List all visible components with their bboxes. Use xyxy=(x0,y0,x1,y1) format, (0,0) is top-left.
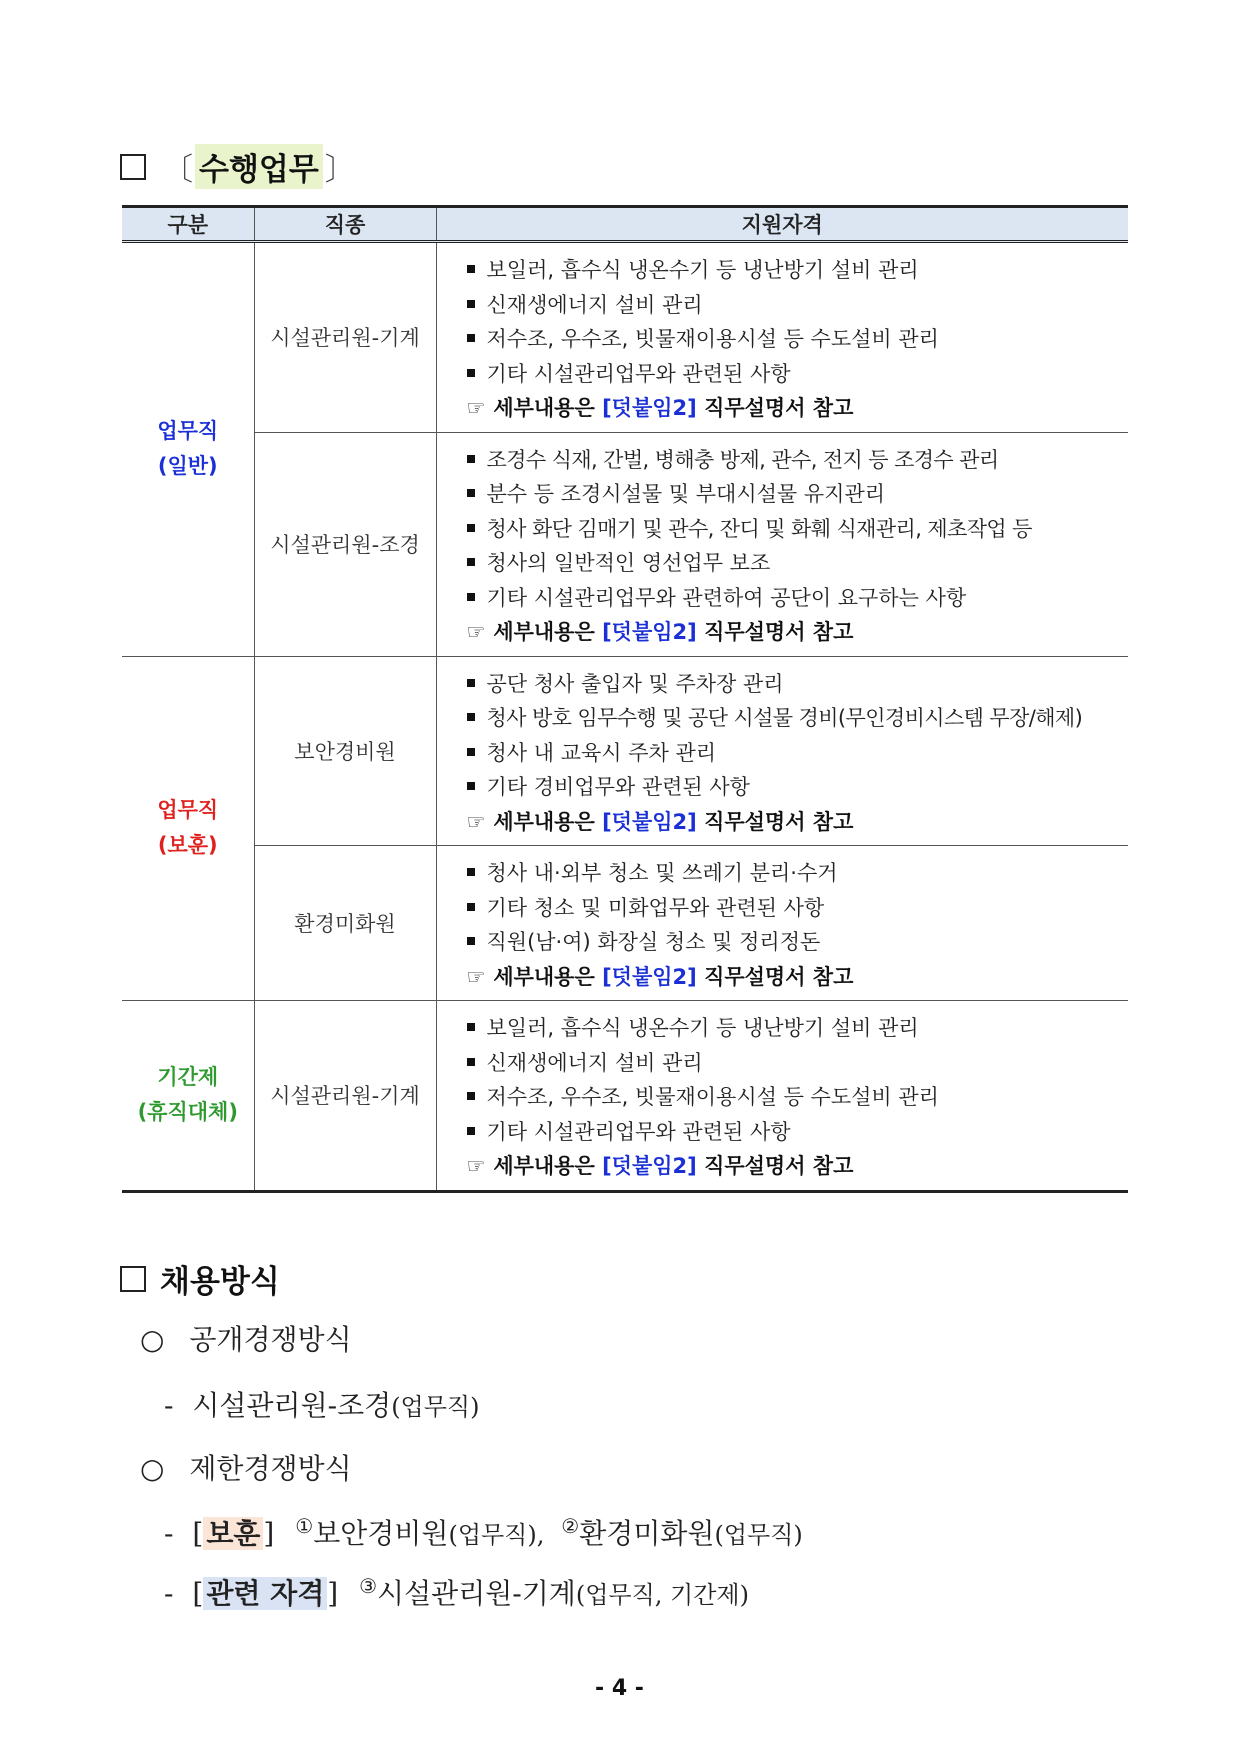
note-suffix: 직무설명서 참고 xyxy=(704,396,854,420)
table-row xyxy=(122,242,1128,433)
category-cell xyxy=(122,656,254,1001)
facility-mechanical-suffix: (업무직, 기간제) xyxy=(575,1581,749,1609)
header-job: 직종 xyxy=(254,207,436,242)
qualification-item xyxy=(467,512,1129,547)
header-qualification: 지원자격 xyxy=(436,207,1128,242)
note-suffix: 직무설명서 참고 xyxy=(704,809,854,834)
square-bullet-icon xyxy=(467,713,475,721)
restricted-competition-label: 제한경쟁방식 xyxy=(189,1452,352,1485)
table-row xyxy=(122,432,1128,656)
open-competition-label: 공개경쟁방식 xyxy=(189,1323,352,1356)
reference-note xyxy=(467,615,1129,650)
reference-note xyxy=(467,960,1129,995)
square-bullet-icon xyxy=(467,1023,475,1031)
qualification-text: 신재생에너지 설비 관리 xyxy=(486,1050,703,1075)
checkbox-square-icon xyxy=(120,1266,146,1292)
qualification-item xyxy=(467,322,1129,357)
reference-note xyxy=(467,1149,1129,1184)
qualification-item xyxy=(467,1115,1129,1150)
qualification-item xyxy=(467,701,1129,736)
qualification-item xyxy=(467,891,1129,926)
qualification-item xyxy=(467,736,1129,771)
square-bullet-icon xyxy=(467,1058,475,1066)
qualification-cell xyxy=(436,1001,1128,1192)
category-label: 기간제 xyxy=(157,1065,219,1090)
note-attachment: [덧붙임2] xyxy=(602,809,697,834)
qualification-cell xyxy=(436,656,1128,846)
open-item-suffix: (업무직) xyxy=(391,1393,480,1421)
pointing-hand-icon: ☞ xyxy=(466,964,486,989)
qualification-text: 직원(남·여) 화장실 청소 및 정리정돈 xyxy=(486,930,821,954)
job-title: 시설관리원-기계 xyxy=(254,242,436,433)
note-attachment: [덧붙임2] xyxy=(602,396,697,420)
square-bullet-icon xyxy=(467,748,475,756)
qualification-item xyxy=(467,357,1129,392)
qualification-text: 보일러, 흡수식 냉온수기 등 냉난방기 설비 관리 xyxy=(486,258,919,282)
qualification-text: 분수 등 조경시설물 및 부대시설물 유지관리 xyxy=(486,482,886,506)
qualification-item xyxy=(467,667,1129,702)
qualification-item xyxy=(467,253,1129,288)
section-title-duties xyxy=(120,144,358,189)
header-category: 구분 xyxy=(122,207,254,242)
hiring-title: 채용방식 xyxy=(160,1264,280,1300)
note-suffix: 직무설명서 참고 xyxy=(704,964,854,989)
square-bullet-icon xyxy=(467,868,475,876)
qualification-text: 청사 내 교육시 주차 관리 xyxy=(486,740,717,765)
duties-title: 수행업무 xyxy=(195,144,323,189)
square-bullet-icon xyxy=(467,679,475,687)
qualification-text: 기타 시설관리업무와 관련된 사항 xyxy=(486,1119,791,1144)
circled-3: ③ xyxy=(359,1574,378,1598)
qualification-text: 신재생에너지 설비 관리 xyxy=(486,292,703,317)
dash: - xyxy=(164,1389,174,1422)
qualification-item xyxy=(467,1046,1129,1081)
square-bullet-icon xyxy=(467,300,475,308)
category-label: (휴직대체) xyxy=(137,1100,238,1125)
qualification-text: 보일러, 흡수식 냉온수기 등 냉난방기 설비 관리 xyxy=(486,1016,919,1040)
qualification-text: 기타 시설관리업무와 관련된 사항 xyxy=(486,361,791,386)
checkbox-square-icon xyxy=(120,154,146,180)
square-bullet-icon xyxy=(467,334,475,342)
bracket-close: 〕 xyxy=(324,152,356,188)
square-bullet-icon xyxy=(467,937,475,945)
dash: - xyxy=(164,1577,174,1610)
note-prefix: 세부내용은 xyxy=(493,1154,595,1178)
note-suffix: 직무설명서 참고 xyxy=(704,620,854,644)
qualification-text: 청사의 일반적인 영선업무 보조 xyxy=(486,551,771,575)
table-row xyxy=(122,846,1128,1001)
reference-note xyxy=(467,805,1129,840)
qualification-item xyxy=(467,443,1129,478)
category-cell xyxy=(122,242,254,657)
table-row xyxy=(122,656,1128,846)
note-attachment: [덧붙임2] xyxy=(602,964,697,989)
page-number: - 4 - xyxy=(595,1676,644,1701)
qualification-cell xyxy=(436,242,1128,433)
circled-1: ① xyxy=(295,1514,314,1538)
qualification-text: 조경수 식재, 간벌, 병해충 방제, 관수, 전지 등 조경수 관리 xyxy=(486,447,999,472)
square-bullet-icon xyxy=(467,593,475,601)
square-bullet-icon xyxy=(467,524,475,532)
qualification-cell xyxy=(436,432,1128,656)
boohun-tag: 보훈 xyxy=(203,1517,263,1550)
qualification-item xyxy=(467,288,1129,323)
note-attachment: [덧붙임2] xyxy=(602,620,697,644)
square-bullet-icon xyxy=(467,782,475,790)
category-label: 업무직 xyxy=(157,419,219,444)
square-bullet-icon xyxy=(467,265,475,273)
qualification-text: 청사 화단 김매기 및 관수, 잔디 및 화훼 식재관리, 제초작업 등 xyxy=(486,516,1032,541)
job-title: 보안경비원 xyxy=(254,656,436,846)
open-item-line xyxy=(164,1384,479,1424)
section-title-hiring xyxy=(120,1256,280,1301)
pointing-hand-icon: ☞ xyxy=(466,1154,486,1178)
restricted-competition-line xyxy=(140,1447,352,1487)
qualification-item xyxy=(467,1080,1129,1115)
table-row xyxy=(122,1001,1128,1192)
janitor: 환경미화원 xyxy=(579,1517,715,1550)
square-bullet-icon xyxy=(467,903,475,911)
qualification-text: 기타 시설관리업무와 관련하여 공단이 요구하는 사항 xyxy=(486,585,967,610)
janitor-suffix: (업무직) xyxy=(714,1521,803,1549)
facility-mechanical: 시설관리원-기계 xyxy=(377,1577,576,1610)
security-guard: 보안경비원 xyxy=(313,1517,449,1550)
qualification-text: 기타 경비업무와 관련된 사항 xyxy=(486,775,750,799)
dash: - xyxy=(164,1517,174,1550)
square-bullet-icon xyxy=(467,558,475,566)
security-guard-suffix: (업무직), xyxy=(448,1521,545,1549)
square-bullet-icon xyxy=(467,489,475,497)
circle-bullet-icon: ○ xyxy=(140,1323,165,1356)
boohun-line: - [ 보훈 ] ①보안경비원(업무직), ②환경미화원(업무직) xyxy=(164,1514,803,1550)
bracket-open: 〔 xyxy=(162,152,193,188)
category-label: (일반) xyxy=(157,454,218,479)
job-title: 시설관리원-조경 xyxy=(254,432,436,656)
qualification-text: 저수조, 우수조, 빗물재이용시설 등 수도설비 관리 xyxy=(486,1085,939,1109)
note-prefix: 세부내용은 xyxy=(493,809,595,834)
square-bullet-icon xyxy=(467,369,475,377)
square-bullet-icon xyxy=(467,455,475,463)
table-header-row xyxy=(122,207,1128,242)
qualification-cell xyxy=(436,846,1128,1001)
qualification-text: 기타 청소 및 미화업무와 관련된 사항 xyxy=(486,895,825,920)
note-prefix: 세부내용은 xyxy=(493,964,595,989)
note-attachment: [덧붙임2] xyxy=(602,1154,697,1178)
category-label: 업무직 xyxy=(157,798,219,823)
qualification-item xyxy=(467,546,1129,581)
duties-table xyxy=(122,205,1128,1193)
pointing-hand-icon: ☞ xyxy=(466,809,486,834)
qualification-item xyxy=(467,1011,1129,1046)
note-prefix: 세부내용은 xyxy=(493,620,595,644)
qualification-text: 공단 청사 출입자 및 주차장 관리 xyxy=(486,671,784,696)
qualification-item xyxy=(467,581,1129,616)
category-label: (보훈) xyxy=(157,833,218,858)
circle-bullet-icon: ○ xyxy=(140,1452,165,1485)
open-item: 시설관리원-조경 xyxy=(192,1389,392,1422)
open-competition-line xyxy=(140,1318,352,1358)
note-prefix: 세부내용은 xyxy=(493,396,595,420)
note-suffix: 직무설명서 참고 xyxy=(704,1154,854,1178)
category-cell xyxy=(122,1001,254,1192)
qualification-item xyxy=(467,770,1129,805)
qualification-text: 청사 내·외부 청소 및 쓰레기 분리·수거 xyxy=(486,861,838,885)
pointing-hand-icon: ☞ xyxy=(466,620,486,644)
circled-2: ② xyxy=(561,1514,580,1538)
qualification-tag: 관련 자격 xyxy=(203,1577,327,1610)
job-title: 환경미화원 xyxy=(254,846,436,1001)
qualification-item xyxy=(467,925,1129,960)
qualification-text: 청사 방호 임무수행 및 공단 시설물 경비(무인경비시스템 무장/해제) xyxy=(486,706,1083,730)
pointing-hand-icon: ☞ xyxy=(466,396,486,420)
reference-note xyxy=(467,391,1129,426)
qualification-line: - [ 관련 자격 ] ③시설관리원-기계(업무직, 기간제) xyxy=(164,1574,749,1610)
qualification-item xyxy=(467,856,1129,891)
square-bullet-icon xyxy=(467,1092,475,1100)
qualification-text: 저수조, 우수조, 빗물재이용시설 등 수도설비 관리 xyxy=(486,327,939,351)
job-title: 시설관리원-기계 xyxy=(254,1001,436,1192)
square-bullet-icon xyxy=(467,1127,475,1135)
qualification-item xyxy=(467,477,1129,512)
